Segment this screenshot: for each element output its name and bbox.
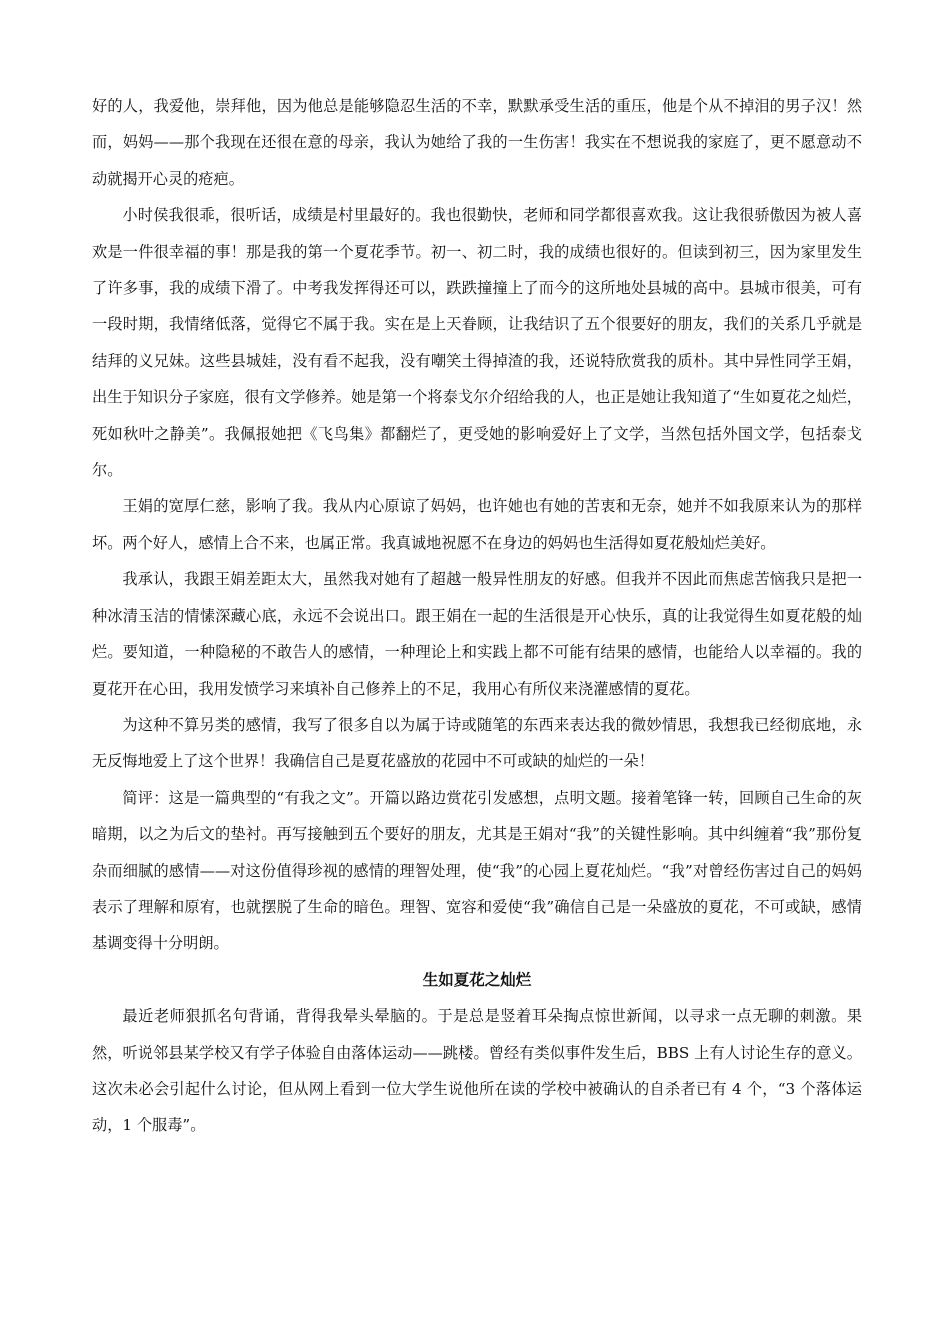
paragraph-forgiveness: 王娟的宽厚仁慈，影响了我。我从内心原谅了妈妈，也许她也有她的苦衷和无奈，她并不如我原来认为的那样坏。两个好人，感情上合不来，也属正常。我真诚地祝愿不在身边的妈妈也生活得如夏花般灿烂美好。 [92,497,862,552]
paragraph-childhood: 小时侯我很乖，很听话，成绩是村里最好的。我也很勤快，老师和同学都很喜欢我。这让我很骄傲因为被人喜欢是一件很幸福的事！那是我的第一个夏花季节。初一、初二时，我的成绩也很好的。但读到初三，因为家里发生了许多事，我的成绩下滑了。中考我发挥得还可以，跌跌撞撞上了而今的这所地处县城的高中。县城市很美，可有一段时期，我情绪低落，觉得它不属于我。实在是上天眷顾，让我结识了五个很要好的朋友，我们的关系几乎就是结拜的义兄妹。这些县城娃，没有看不起我，没有嘲笑土得掉渣的我，还说特欣赏我的质朴。其中异性同学王娟，出生于知识分子家庭，很有文学修养。她是第一个将泰戈尔介绍给我的人，也正是她让我知道了“生如夏花之灿烂，死如秋叶之静美”。我佩报她把《飞鸟集》都翻烂了，更受她的影响爱好上了文学，当然包括外国文学，包括泰戈尔。 [92,206,862,480]
paragraph-feelings: 我承认，我跟王娟差距太大，虽然我对她有了超越一般异性朋友的好感。但我并不因此而焦虑苦恼我只是把一种冰清玉洁的情愫深藏心底，永远不会说出口。跟王娟在一起的生活很是开心快乐，真的让我觉得生如夏花般的灿烂。要知道，一种隐秘的不敢告人的感情，一种理论上和实践上都不可能有结果的感情，也能给人以幸福的。我的夏花开在心田，我用发愤学习来填补自己修养上的不足，我用心有所仪来浇灌感情的夏花。 [92,570,862,698]
paragraph-commentary: 简评：这是一篇典型的“有我之文”。开篇以路边赏花引发感想，点明文题。接着笔锋一转，回顾自己生命的灰暗期，以之为后文的垫衬。再写接触到五个要好的朋友，尤其是王娟对“我”的关键性影响。其中纠缠着“我”那份复杂而细腻的感情——对这份值得珍视的感情的理智处理，使“我”的心园上夏花灿烂。“我”对曾经伤害过自己的妈妈表示了理解和原宥，也就摆脱了生命的暗色。理智、宽容和爱使“我”确信自己是一朵盛放的夏花，不可或缺，感情基调变得十分明朗。 [92,788,862,953]
section-title: 生如夏花之灿烂 [422,970,532,989]
paragraph-love-world: 为这种不算另类的感情，我写了很多自以为属于诗或随笔的东西来表达我的微妙情思，我想我已经彻底地，永无反悔地爱上了这个世界！我确信自己是夏花盛放的花园中不可或缺的灿烂的一朵！ [92,715,862,771]
paragraph-news: 最近老师狠抓名句背诵，背得我晕头晕脑的。于是总是竖着耳朵掏点惊世新闻，以寻求一点无聊的刺激。果然，听说邻县某学校又有学子体验自由落体运动——跳楼。曾经有类似事件发生后，BBS 上有人讨论生存的意义。这次未必会引起什么讨论，但从网上看到一位大学生说他所在读的学校中被确认的自杀者已有 4 个，“3 个落体运动，1 个服毒”。 [92,1007,862,1135]
document-page [92,88,862,1144]
paragraph-father-and-mother: 好的人，我爱他，崇拜他，因为他总是能够隐忍生活的不幸，默默承受生活的重压，他是个从不掉泪的男子汉！然而，妈妈——那个我现在还很在意的母亲，我认为她给了我的一生伤害！我实在不想说我的家庭了，更不愿意动不动就揭开心灵的疮疤。 [92,97,862,188]
